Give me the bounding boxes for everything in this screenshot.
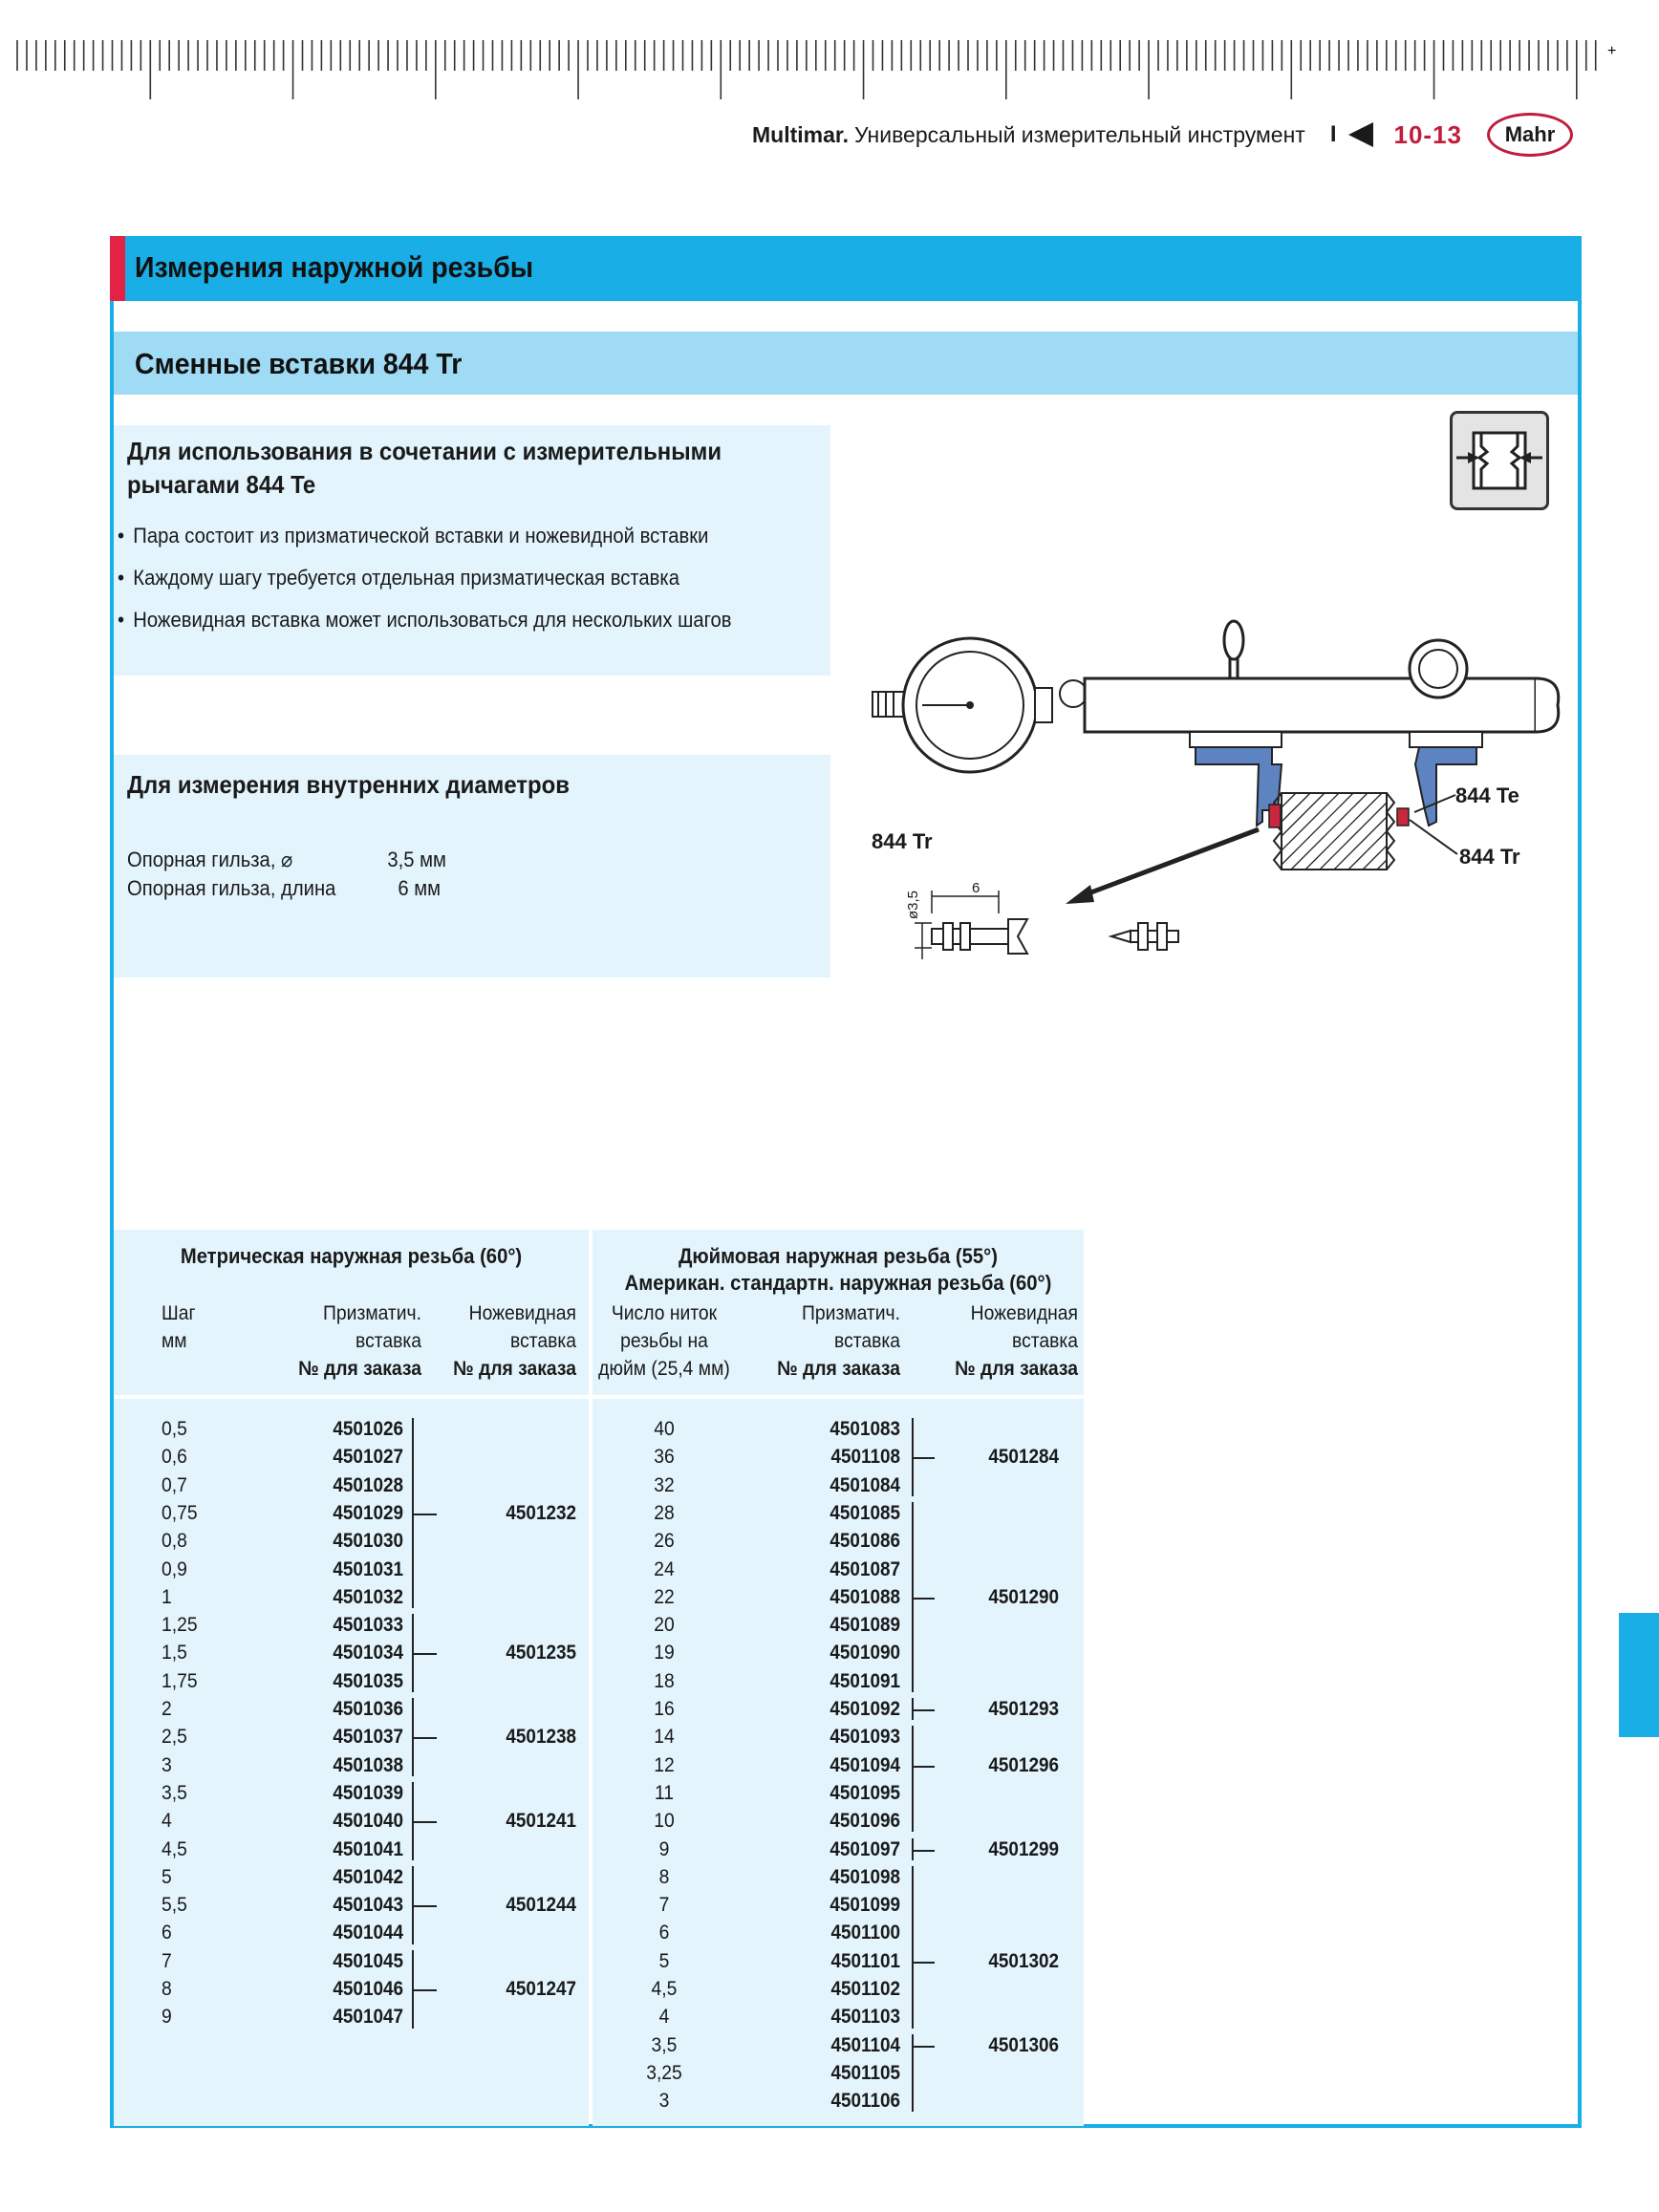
row-step: 4 xyxy=(162,1810,172,1833)
spec-value: 6 мм xyxy=(398,876,442,900)
knife-order: 4501299 xyxy=(988,1837,1059,1860)
row-prism-order: 4501095 xyxy=(830,1781,900,1804)
row-step: 24 xyxy=(654,1557,675,1580)
row-prism-order: 4501028 xyxy=(333,1473,403,1496)
row-step: 5,5 xyxy=(162,1894,187,1917)
row-step: 28 xyxy=(654,1501,675,1524)
subsection-title: Сменные вставки 844 Tr xyxy=(135,347,463,380)
row-prism-order: 4501093 xyxy=(830,1726,900,1749)
row-prism-order: 4501044 xyxy=(333,1922,403,1944)
row-prism-order: 4501029 xyxy=(333,1501,403,1524)
bullet-item: • Ножевидная вставка может использоваться для нескольких шагов xyxy=(118,608,732,633)
page-number: 10-13 xyxy=(1393,119,1462,149)
row-prism-order: 4501033 xyxy=(333,1614,403,1637)
row-step: 1,75 xyxy=(162,1669,198,1692)
row-prism-order: 4501041 xyxy=(333,1837,403,1860)
section-header xyxy=(110,236,1582,301)
knife-order: 4501302 xyxy=(988,1949,1059,1972)
label-844-tr-left: 844 Tr xyxy=(872,829,933,853)
row-step: 32 xyxy=(654,1473,675,1496)
arrow-left-icon xyxy=(1348,122,1373,147)
section-accent xyxy=(110,236,125,301)
row-step: 0,9 xyxy=(162,1557,187,1580)
col-step-header: Шаг мм xyxy=(162,1302,196,1352)
row-prism-order: 4501105 xyxy=(830,2061,900,2084)
row-prism-order: 4501094 xyxy=(830,1753,900,1776)
row-step: 1 xyxy=(162,1585,172,1608)
row-prism-order: 4501085 xyxy=(830,1501,900,1524)
row-prism-order: 4501038 xyxy=(333,1753,403,1776)
spec-value: 3,5 мм xyxy=(387,848,446,871)
row-step: 1,5 xyxy=(162,1642,187,1664)
row-prism-order: 4501101 xyxy=(830,1949,900,1972)
table-divider xyxy=(114,1395,589,1399)
row-prism-order: 4501090 xyxy=(830,1642,900,1664)
col-threads-header: Число ниток резьбы на дюйм (25,4 мм) xyxy=(598,1302,730,1380)
row-step: 9 xyxy=(162,2006,172,2029)
knife-order: 4501238 xyxy=(506,1726,576,1749)
dimension-length: 6 xyxy=(972,880,980,896)
row-step: 0,75 xyxy=(162,1501,198,1524)
row-prism-order: 4501035 xyxy=(333,1669,403,1692)
row-prism-order: 4501046 xyxy=(333,1978,403,2000)
row-step: 19 xyxy=(654,1642,675,1664)
col-prism-header: Призматич. вставка № для заказа xyxy=(777,1302,900,1380)
mahr-logo: Mahr xyxy=(1487,113,1573,157)
row-prism-order: 4501032 xyxy=(333,1585,403,1608)
knife-order: 4501296 xyxy=(988,1753,1059,1776)
bore-gauge-diagram xyxy=(865,612,1567,994)
spec-row xyxy=(127,876,442,901)
spec-label: Опорная гильза, ⌀ xyxy=(127,848,293,871)
row-step: 4 xyxy=(658,2006,670,2029)
label-844-tr-right: 844 Tr xyxy=(1459,845,1520,869)
row-prism-order: 4501106 xyxy=(830,2090,900,2113)
subsection-header xyxy=(114,332,1578,395)
row-step: 9 xyxy=(658,1837,670,1860)
row-step: 22 xyxy=(654,1585,675,1608)
row-prism-order: 4501097 xyxy=(830,1837,900,1860)
row-prism-order: 4501036 xyxy=(333,1698,403,1720)
knife-order: 4501244 xyxy=(506,1894,576,1917)
row-step: 6 xyxy=(658,1922,670,1944)
metric-thread-table xyxy=(114,1230,589,2126)
inner-diameter-panel xyxy=(114,755,830,977)
row-prism-order: 4501047 xyxy=(333,2006,403,2029)
col-knife-header: Ножевидная вставка № для заказа xyxy=(453,1302,576,1380)
dimension-diameter: ø3,5 xyxy=(905,890,921,919)
row-prism-order: 4501087 xyxy=(830,1557,900,1580)
bullet-item: • Каждому шагу требуется отдельная призматическая вставка xyxy=(118,566,679,591)
row-prism-order: 4501092 xyxy=(830,1698,900,1720)
row-prism-order: 4501026 xyxy=(333,1418,403,1440)
row-prism-order: 4501091 xyxy=(830,1669,900,1692)
catalog-title: Универсальный измерительный инструмент xyxy=(853,121,1305,147)
row-step: 16 xyxy=(654,1698,675,1720)
row-step: 5 xyxy=(162,1865,172,1888)
row-step: 0,6 xyxy=(162,1446,187,1469)
row-prism-order: 4501031 xyxy=(333,1557,403,1580)
spec-row xyxy=(127,848,446,872)
knife-order: 4501235 xyxy=(506,1642,576,1664)
row-step: 12 xyxy=(654,1753,675,1776)
row-prism-order: 4501098 xyxy=(830,1865,900,1888)
knife-order: 4501284 xyxy=(988,1446,1059,1469)
row-step: 8 xyxy=(658,1865,670,1888)
row-prism-order: 4501027 xyxy=(333,1446,403,1469)
row-step: 4,5 xyxy=(651,1978,678,2000)
row-step: 3 xyxy=(162,1753,172,1776)
row-step: 3 xyxy=(658,2090,670,2113)
row-step: 0,5 xyxy=(162,1418,187,1440)
registration-mark: + xyxy=(1607,43,1617,59)
row-step: 11 xyxy=(654,1781,675,1804)
row-step: 2 xyxy=(162,1698,172,1720)
knife-order: 4501247 xyxy=(506,1978,576,2000)
row-step: 0,8 xyxy=(162,1530,187,1553)
row-prism-order: 4501088 xyxy=(830,1585,900,1608)
thread-measure-icon xyxy=(1450,411,1549,510)
usage-panel xyxy=(114,425,830,676)
knife-order: 4501241 xyxy=(506,1810,576,1833)
row-step: 10 xyxy=(654,1810,675,1833)
row-step: 14 xyxy=(654,1726,675,1749)
row-step: 3,25 xyxy=(646,2061,682,2084)
knife-order: 4501293 xyxy=(988,1698,1059,1720)
row-prism-order: 4501108 xyxy=(830,1446,900,1469)
row-step: 2,5 xyxy=(162,1726,187,1749)
knife-order: 4501306 xyxy=(988,2033,1059,2056)
row-step: 20 xyxy=(654,1614,675,1637)
row-step: 3,5 xyxy=(162,1781,187,1804)
metric-table-title: Метрическая наружная резьба (60°) xyxy=(180,1244,523,1268)
row-prism-order: 4501037 xyxy=(333,1726,403,1749)
label-844-te: 844 Te xyxy=(1455,784,1519,807)
row-step: 3,5 xyxy=(651,2033,678,2056)
inner-title: Для измерения внутренних диаметров xyxy=(127,770,570,799)
row-step: 0,7 xyxy=(162,1473,187,1496)
row-step: 26 xyxy=(654,1530,675,1553)
row-prism-order: 4501042 xyxy=(333,1865,403,1888)
col-knife-header: Ножевидная вставка № для заказа xyxy=(955,1302,1078,1380)
chapter-tab xyxy=(1619,1613,1659,1737)
knife-order: 4501232 xyxy=(506,1501,576,1524)
bullet-item: • Пара состоит из призматической вставки и ножевидной вставки xyxy=(118,524,708,548)
row-step: 6 xyxy=(162,1922,172,1944)
section-title: Измерения наружной резьбы xyxy=(135,250,534,284)
row-prism-order: 4501045 xyxy=(333,1949,403,1972)
row-prism-order: 4501100 xyxy=(830,1922,900,1944)
inch-table-title1: Дюймовая наружная резьба (55°) xyxy=(678,1244,999,1268)
row-prism-order: 4501089 xyxy=(830,1614,900,1637)
row-prism-order: 4501096 xyxy=(830,1810,900,1833)
row-prism-order: 4501084 xyxy=(830,1473,900,1496)
row-prism-order: 4501043 xyxy=(333,1894,403,1917)
row-prism-order: 4501086 xyxy=(830,1530,900,1553)
col-prism-header: Призматич. вставка № для заказа xyxy=(298,1302,421,1380)
row-prism-order: 4501083 xyxy=(830,1418,900,1440)
divider-bar: I xyxy=(1329,121,1337,147)
row-step: 5 xyxy=(658,1949,670,1972)
row-prism-order: 4501103 xyxy=(830,2006,900,2029)
table-divider xyxy=(592,1395,1084,1399)
row-prism-order: 4501102 xyxy=(830,1978,900,2000)
row-prism-order: 4501034 xyxy=(333,1642,403,1664)
row-prism-order: 4501039 xyxy=(333,1781,403,1804)
row-step: 4,5 xyxy=(162,1837,187,1860)
page-header xyxy=(752,113,1573,157)
row-step: 40 xyxy=(654,1418,675,1440)
crop-ruler xyxy=(0,0,1659,115)
inch-thread-table xyxy=(592,1230,1084,2126)
brand-name: Multimar. xyxy=(752,121,849,147)
row-prism-order: 4501099 xyxy=(830,1894,900,1917)
row-step: 18 xyxy=(654,1669,675,1692)
spec-label: Опорная гильза, длина xyxy=(127,876,336,900)
row-prism-order: 4501040 xyxy=(333,1810,403,1833)
inch-table-title2: Американ. стандартн. наружная резьба (60°) xyxy=(624,1271,1052,1295)
row-step: 8 xyxy=(162,1978,172,2000)
row-step: 1,25 xyxy=(162,1614,198,1637)
group-bracket xyxy=(912,1726,914,1832)
row-prism-order: 4501104 xyxy=(830,2033,900,2056)
row-step: 7 xyxy=(162,1949,172,1972)
usage-title: Для использования в сочетании с измерительными рычагами 844 Te xyxy=(127,437,722,499)
row-step: 36 xyxy=(654,1446,675,1469)
row-prism-order: 4501030 xyxy=(333,1530,403,1553)
row-step: 7 xyxy=(658,1894,670,1917)
knife-order: 4501290 xyxy=(988,1585,1059,1608)
